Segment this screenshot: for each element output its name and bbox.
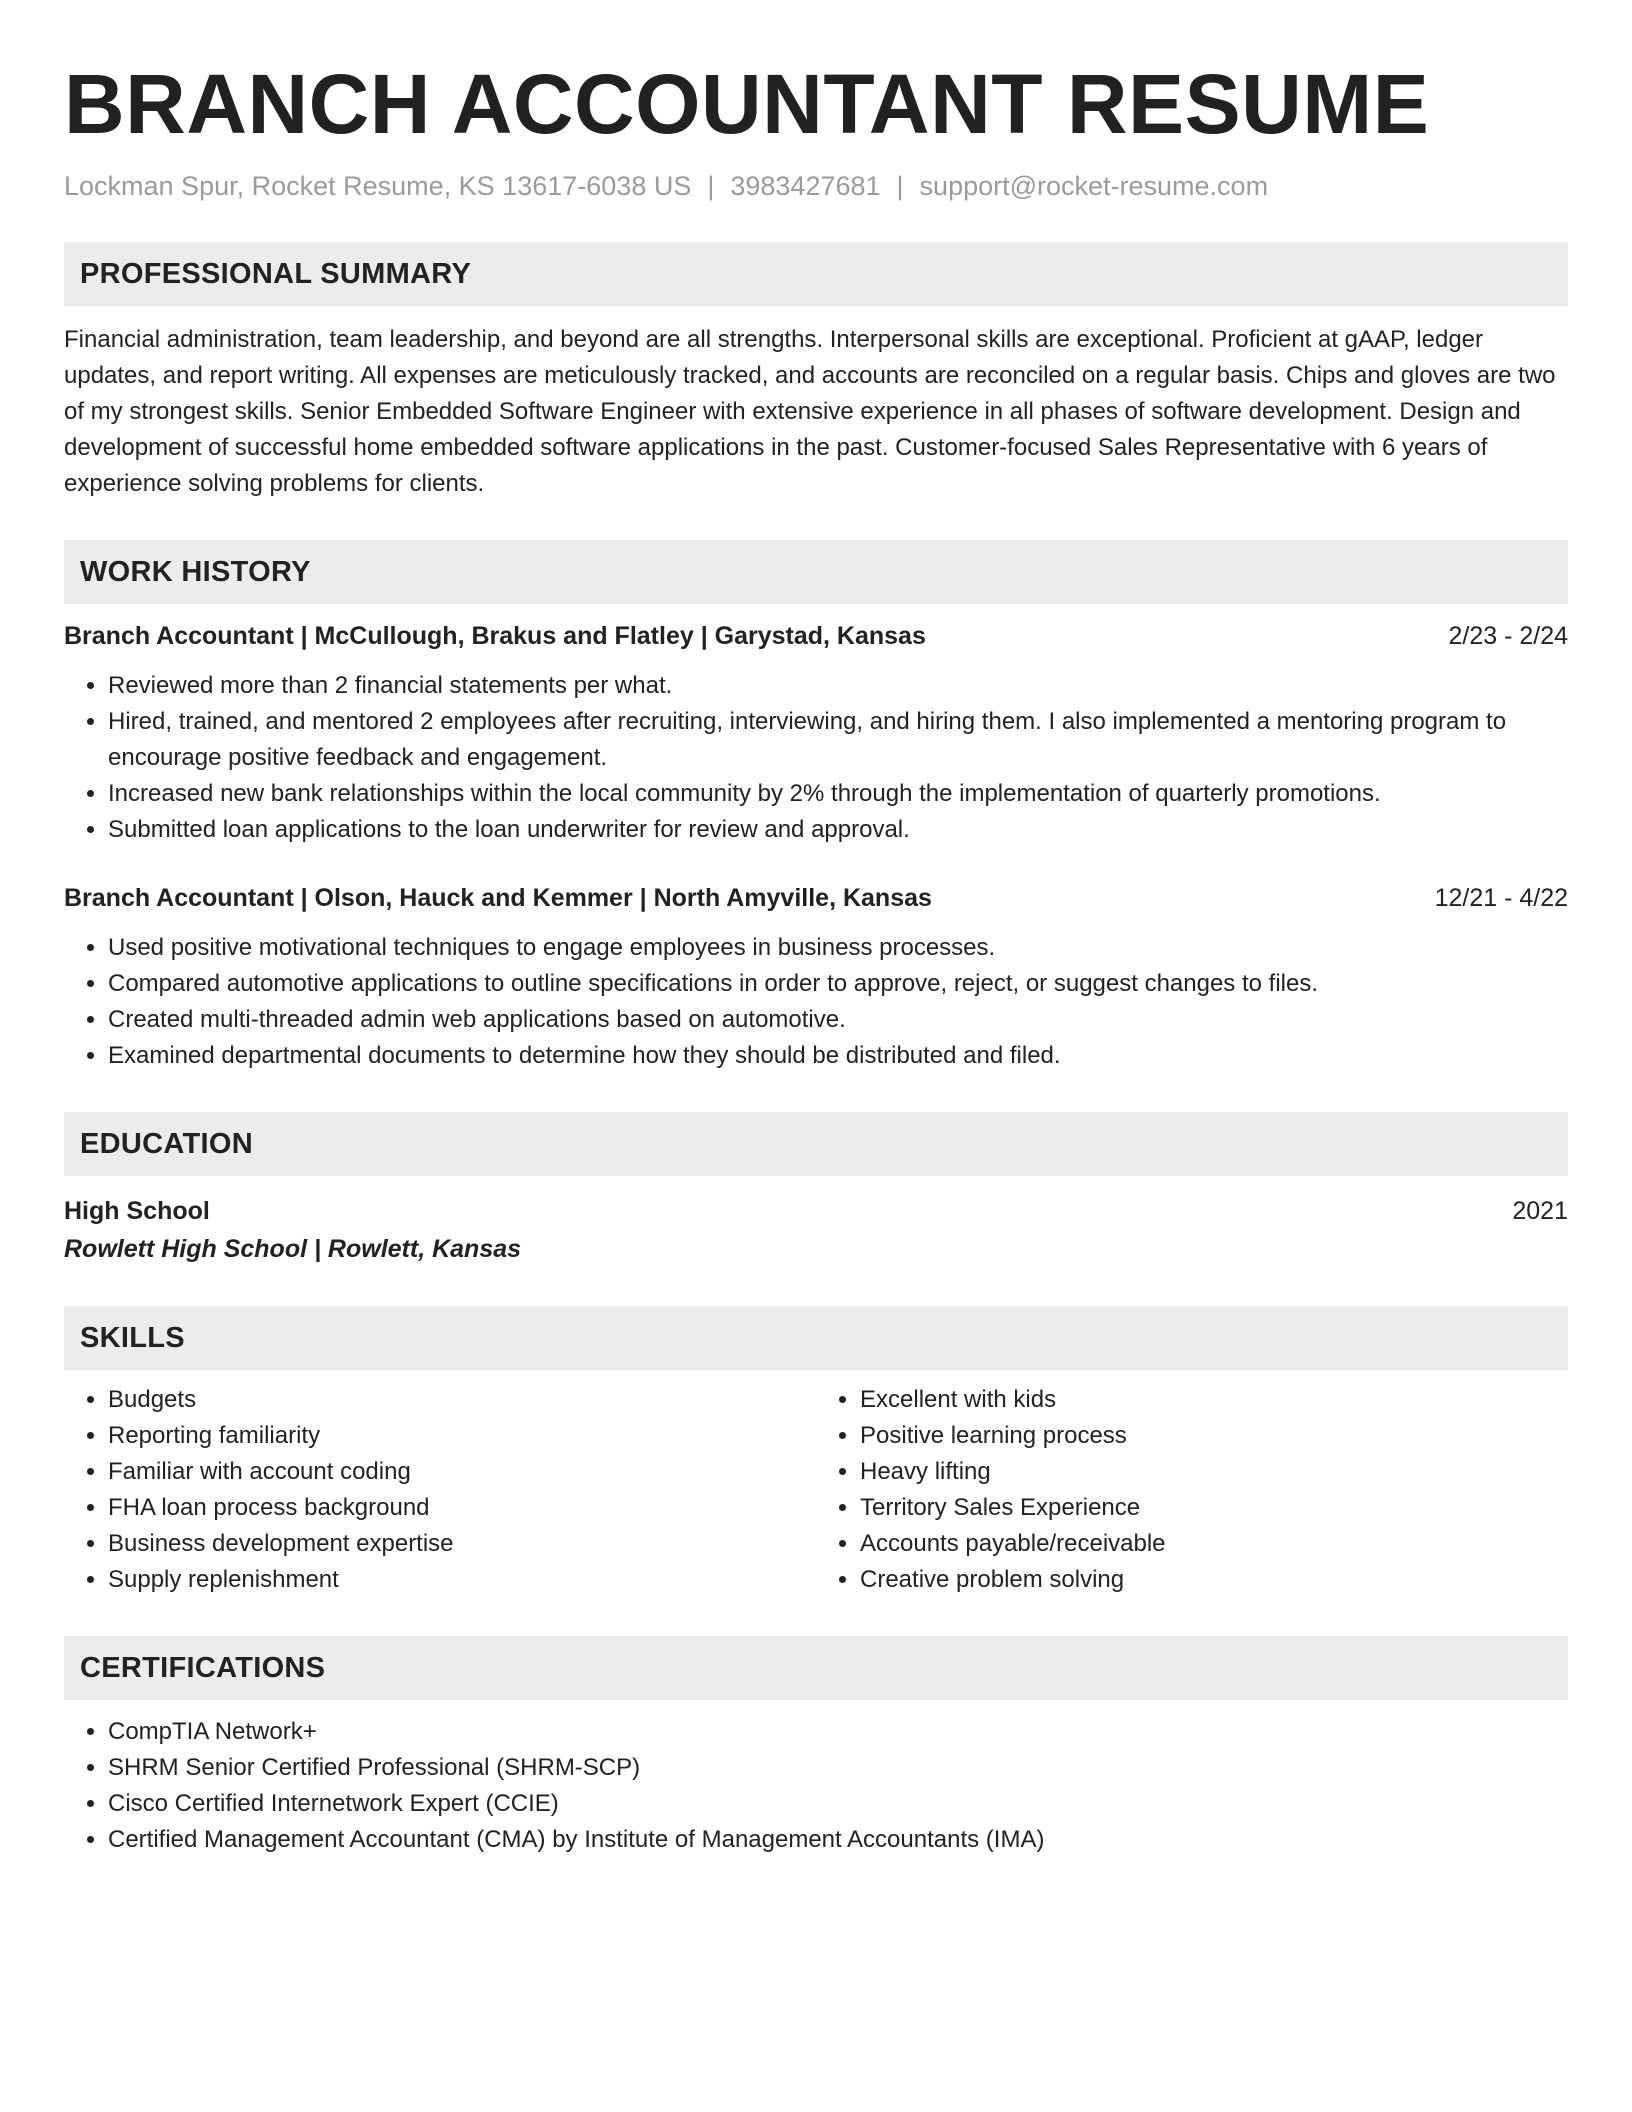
list-item: • Reviewed more than 2 financial statements per what. (108, 668, 1568, 704)
education-year: 2021 (1512, 1197, 1568, 1225)
education-school: Rowlett High School | Rowlett, Kansas (64, 1235, 522, 1263)
contact-phone: 3983427681 (730, 171, 881, 201)
education-entry (64, 1192, 1568, 1268)
job-heading-row (64, 618, 1568, 654)
skills-columns (64, 1382, 1568, 1598)
skills-list-right (816, 1382, 1568, 1598)
list-item: • Heavy lifting (860, 1454, 1568, 1490)
section-title: CERTIFICATIONS (80, 1651, 326, 1684)
section-header-skills (64, 1306, 1568, 1370)
list-item: • Hired, trained, and mentored 2 employees after recruiting, interviewing, and hiring them. I also implemented a mentoring program to encourage positive feedback and engagement. (108, 704, 1568, 776)
list-item: • Used positive motivational techniques to engage employees in business processes. (108, 930, 1568, 966)
education-degree: High School (64, 1197, 210, 1225)
section-title: EDUCATION (80, 1127, 253, 1160)
skills-list-left (64, 1382, 816, 1598)
contact-address: Lockman Spur, Rocket Resume, KS 13617-6038 US (64, 171, 692, 201)
list-item: • Reporting familiarity (108, 1418, 816, 1454)
list-item: • SHRM Senior Certified Professional (SHRM-SCP) (108, 1750, 1568, 1786)
contact-separator: | (707, 171, 715, 201)
job-title: Branch Accountant | Olson, Hauck and Kemmer | North Amyville, Kansas (64, 884, 932, 912)
list-item: • Examined departmental documents to determine how they should be distributed and filed. (108, 1038, 1568, 1074)
section-header-education (64, 1112, 1568, 1176)
job-heading-row (64, 880, 1568, 916)
education-heading-row (64, 1192, 1568, 1230)
job-bullets (64, 668, 1568, 848)
list-item: • Budgets (108, 1382, 816, 1418)
job-entry (64, 618, 1568, 848)
section-title: PROFESSIONAL SUMMARY (80, 257, 472, 290)
list-item: • Certified Management Accountant (CMA) by Institute of Management Accountants (IMA) (108, 1822, 1568, 1858)
job-entry (64, 880, 1568, 1074)
job-dates: 2/23 - 2/24 (1448, 622, 1568, 650)
list-item: • Business development expertise (108, 1526, 816, 1562)
list-item: • Supply replenishment (108, 1562, 816, 1598)
section-title: WORK HISTORY (80, 555, 311, 588)
list-item: • Excellent with kids (860, 1382, 1568, 1418)
list-item: • CompTIA Network+ (108, 1714, 1568, 1750)
section-title: SKILLS (80, 1321, 185, 1354)
list-item: • Cisco Certified Internetwork Expert (CCIE) (108, 1786, 1568, 1822)
resume-page (64, 56, 1568, 1858)
certifications-list (64, 1714, 1568, 1858)
list-item: • Territory Sales Experience (860, 1490, 1568, 1526)
section-header-certifications (64, 1636, 1568, 1700)
contact-email[interactable]: support@rocket-resume.com (919, 171, 1269, 201)
summary-text: Financial administration, team leadership, and beyond are all strengths. Interpersonal skills are exceptional. Proficient at gAAP, ledger updates, and report writing. All expenses are meticulously tracked, and accounts are reconciled on a regular basis. Chips and gloves are two of my strongest skills. Senior Embedded Software Engineer with extensive experience in all phases of software development. Design and development of successful home embedded software applications in the past. Customer-focused Sales Representative with 6 years of experience solving problems for clients. (64, 326, 1556, 497)
contact-separator: | (896, 171, 904, 201)
contact-line (64, 168, 1568, 204)
section-header-work-history (64, 540, 1568, 604)
job-bullets (64, 930, 1568, 1074)
list-item: • Accounts payable/receivable (860, 1526, 1568, 1562)
list-item: • Positive learning process (860, 1418, 1568, 1454)
list-item: • Familiar with account coding (108, 1454, 816, 1490)
job-dates: 12/21 - 4/22 (1434, 884, 1568, 912)
list-item: • Created multi-threaded admin web applications based on automotive. (108, 1002, 1568, 1038)
list-item: • Increased new bank relationships within the local community by 2% through the implementation of quarterly promotions. (108, 776, 1568, 812)
job-title: Branch Accountant | McCullough, Brakus and Flatley | Garystad, Kansas (64, 622, 926, 650)
list-item: • Creative problem solving (860, 1562, 1568, 1598)
list-item: • Submitted loan applications to the loan underwriter for review and approval. (108, 812, 1568, 848)
section-header-summary (64, 242, 1568, 306)
list-item: • Compared automotive applications to outline specifications in order to approve, reject, or suggest changes to files. (108, 966, 1568, 1002)
resume-title: BRANCH ACCOUNTANT RESUME (64, 57, 1430, 151)
list-item: • FHA loan process background (108, 1490, 816, 1526)
